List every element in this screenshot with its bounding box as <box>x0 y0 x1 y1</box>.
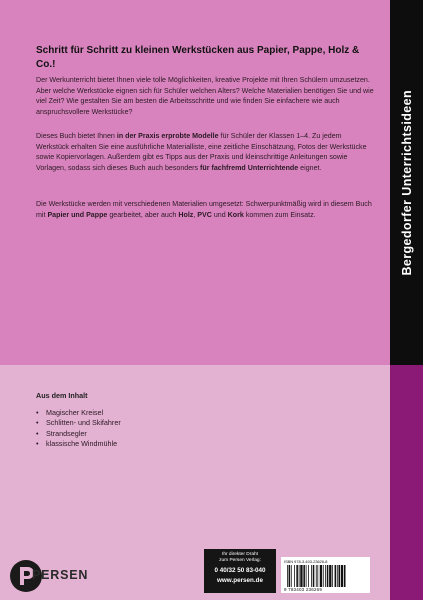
list-item: • Magischer Kreisel <box>36 408 121 418</box>
series-strip <box>390 0 423 365</box>
contents-heading: Aus dem Inhalt <box>36 391 88 400</box>
barcode-bar <box>338 565 340 587</box>
series-title: Bergedorfer Unterrichtsideen <box>399 89 414 276</box>
order-info-box <box>204 549 276 593</box>
barcode-digits: 9 783403 236269 <box>284 587 323 592</box>
barcode-bar <box>344 565 346 587</box>
order-label: Ihr direkter Draht <box>222 552 258 557</box>
publisher-name: PERSEN <box>32 568 89 582</box>
barcode-bar <box>289 565 291 587</box>
text-span: für Schüler der Klassen 1–4. Zu jedem Werkstück erhalten Sie eine ausführliche Materialliste, eine zeitliche Einschätzung, Fotos der Werkstücke sowie Kopiervorlagen. Außerdem gibt es Tipps aus der Praxis und kleinschrittige Anleitungen sowie Vorlagen, sodass sich dieses Buch auch besonders <box>36 132 367 172</box>
emphasis-papier: Papier und Pappe <box>47 210 108 219</box>
emphasis-kork: Kork <box>227 210 244 219</box>
barcode-bar <box>323 565 324 587</box>
accent-strip <box>390 365 423 600</box>
barcode-bar <box>299 565 300 587</box>
barcode-bar <box>317 565 318 587</box>
list-item: • klassische Windmühle <box>36 439 121 449</box>
barcode-bar <box>325 565 326 587</box>
book-description-paragraph <box>36 131 376 173</box>
barcode-bar <box>316 565 317 587</box>
barcode-bar <box>332 565 333 587</box>
barcode-bar <box>335 565 337 587</box>
barcode-bar <box>311 565 312 587</box>
list-item: • Schlitten- und Skifahrer <box>36 418 121 428</box>
barcode-bar <box>327 565 329 587</box>
barcode-bar <box>287 565 288 587</box>
barcode-bar <box>291 565 292 587</box>
barcode-bar <box>294 565 295 587</box>
emphasis-fachfremd: für fachfremd Unterrichtende <box>200 163 299 172</box>
intro-paragraph: Der Werkunterricht bietet Ihnen viele tolle Möglichkeiten, kreative Projekte mit Ihren Schülern umzusetzen. Aber welche Werkstücke eignen sich für Schüler welchen Alters? Welche Materialien benötigen Sie und wie viel Zeit? Wie gestalten Sie am besten die Arbeitsschritte und wie finden Sie einfachere wie auch anspruchsvollere Werkstücke? <box>36 76 374 116</box>
text-span: Dieses Buch bietet Ihnen <box>36 132 117 140</box>
list-item: • Strandsegler <box>36 429 121 439</box>
text-span: gearbeitet, aber auch <box>107 210 179 219</box>
emphasis-holz: Holz <box>178 210 194 219</box>
emphasis-modelle: in der Praxis erprobte Modelle <box>116 132 219 140</box>
order-label: zum Persen Verlag: <box>219 558 261 563</box>
text-span: und <box>211 210 228 219</box>
barcode-icon <box>286 565 368 587</box>
barcode-bar <box>337 565 338 587</box>
barcode-bar <box>329 565 331 587</box>
text-span: eignet. <box>298 163 322 172</box>
emphasis-pvc: PVC <box>197 210 212 219</box>
text-span: , <box>193 210 198 219</box>
barcode-bar <box>341 565 343 587</box>
barcode-bar <box>300 565 302 587</box>
barcode-bar <box>308 565 309 587</box>
materials-paragraph <box>36 199 376 220</box>
barcode-bar <box>303 565 305 587</box>
barcode-bar <box>313 565 315 587</box>
text-span: Die Werkstücke werden mit verschiedenen Materialien umgesetzt: Schwerpunktmäßig wird in diesem Buch mit <box>36 200 372 219</box>
order-phone: 0 40/32 50 83-040 <box>214 567 266 574</box>
publisher-website: www.persen.de <box>217 577 263 584</box>
text-span: kommen zum Einsatz. <box>243 210 316 219</box>
barcode-bar <box>296 565 298 587</box>
barcode-bar <box>320 565 322 587</box>
barcode-bar <box>306 565 307 587</box>
contents-list <box>36 408 121 450</box>
headline: Schritt für Schritt zu kleinen Werkstücken aus Papier, Pappe, Holz & Co.! <box>36 45 360 70</box>
isbn-label: ISBN 978-3-403-23626-8 <box>284 559 328 564</box>
